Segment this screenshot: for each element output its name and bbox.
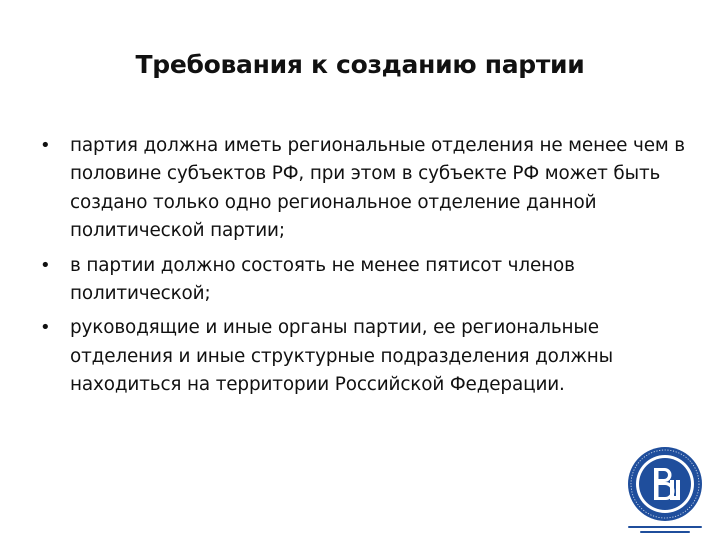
bullet-marker: • xyxy=(40,317,51,339)
list-item xyxy=(40,252,690,309)
list-item xyxy=(40,132,690,246)
emblem-caption xyxy=(628,526,702,533)
bullet-text: в партии должно состоять не менее пятисот членов политической; xyxy=(70,254,575,305)
bullet-marker: • xyxy=(40,254,51,276)
bullet-text: партия должна иметь региональные отделения не менее чем в половине субъектов РФ, при этом в субъекте РФ может быть создано только одно региональное отделение данной политической партии; xyxy=(70,135,685,242)
requirements-list xyxy=(40,132,690,406)
slide-title: Требования к созданию партии xyxy=(135,50,585,79)
list-item xyxy=(40,314,690,399)
bullet-marker: • xyxy=(40,135,51,156)
emblem-graphic xyxy=(622,444,708,536)
university-emblem-icon xyxy=(622,444,708,536)
bullet-text: руководящие и иные органы партии, ее региональные отделения и иные структурные подразделения должны находиться на территории Российской Федерации. xyxy=(70,317,614,396)
